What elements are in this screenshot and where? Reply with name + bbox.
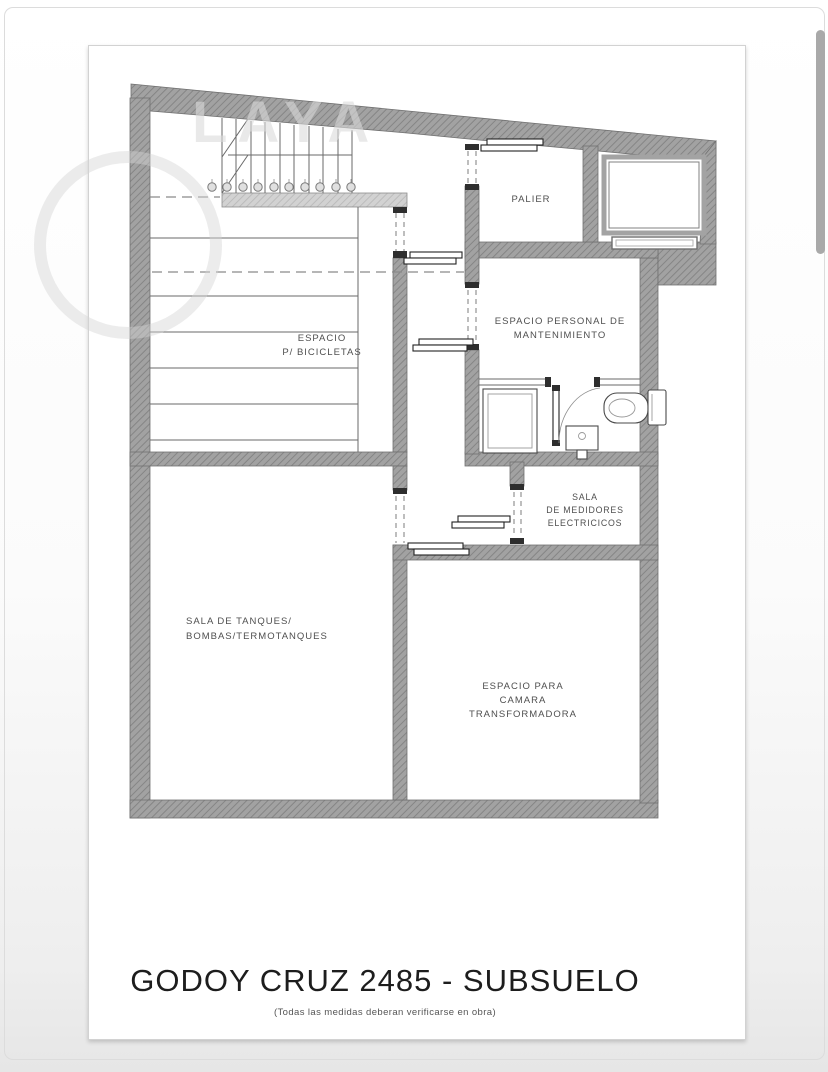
- label-mantenimiento-2: MANTENIMIENTO: [513, 330, 607, 341]
- bathroom-top-wall: [479, 379, 640, 385]
- bicicletas-sliding-door: [404, 252, 462, 264]
- center-wall-upper: [393, 258, 407, 452]
- label-tanques-2: BOMBAS/TERMOTANQUES: [186, 631, 328, 642]
- bathroom-bottom-wall: [465, 452, 658, 466]
- bike-racks: [150, 207, 358, 452]
- elevator-door: [612, 237, 697, 249]
- toilet: [604, 390, 666, 425]
- label-medidores-3: ELECTRICICOS: [547, 518, 623, 528]
- label-tanques-1: SALA DE TANQUES/: [186, 616, 292, 627]
- center-wall-lower-a: [393, 466, 407, 490]
- mantenimiento-left-wall-b: [465, 350, 479, 454]
- elevator-left-wall: [583, 146, 598, 242]
- label-transformadora-2: CAMARA: [499, 695, 547, 706]
- medidores-sliding-door: [452, 516, 510, 528]
- label-palier: PALIER: [511, 194, 551, 205]
- scrollbar-thumb[interactable]: [816, 30, 825, 254]
- transformadora-sliding-door: [408, 543, 469, 555]
- label-bicicletas-1: ESPACIO: [297, 333, 347, 344]
- bottom-wall: [130, 800, 658, 818]
- label-transformadora-3: TRANSFORMADORA: [469, 709, 577, 720]
- medidores-left-wall: [510, 462, 524, 486]
- page-subtitle: (Todas las medidas deberan verificarse en obra): [273, 1007, 497, 1018]
- bathroom: [479, 377, 666, 459]
- watermark: [40, 90, 379, 333]
- palier-sliding-door: [481, 139, 543, 151]
- label-bicicletas-2: P/ BICICLETAS: [282, 347, 362, 358]
- page-title: GODOY CRUZ 2485 - SUBSUELO: [130, 963, 640, 998]
- mantenimiento-sliding-door: [413, 339, 473, 351]
- interior-walls: [130, 144, 658, 800]
- elevator-car: [604, 157, 704, 233]
- bike-tank-divider-wall: [130, 452, 407, 466]
- label-medidores-1: SALA: [572, 492, 598, 502]
- watermark-circle: [40, 157, 216, 333]
- center-wall-lower-b: [393, 545, 407, 800]
- label-medidores-2: DE MEDIDORES: [546, 505, 624, 515]
- label-transformadora-1: ESPACIO PARA: [482, 681, 564, 692]
- label-mantenimiento-1: ESPACIO PERSONAL DE: [494, 316, 626, 327]
- shower: [483, 389, 537, 453]
- elevator: [604, 157, 704, 249]
- mantenimiento-left-wall-a: [465, 186, 479, 284]
- stair-landing-wall: [222, 193, 407, 207]
- watermark-text: LAYA: [192, 90, 380, 155]
- right-wall: [640, 258, 658, 803]
